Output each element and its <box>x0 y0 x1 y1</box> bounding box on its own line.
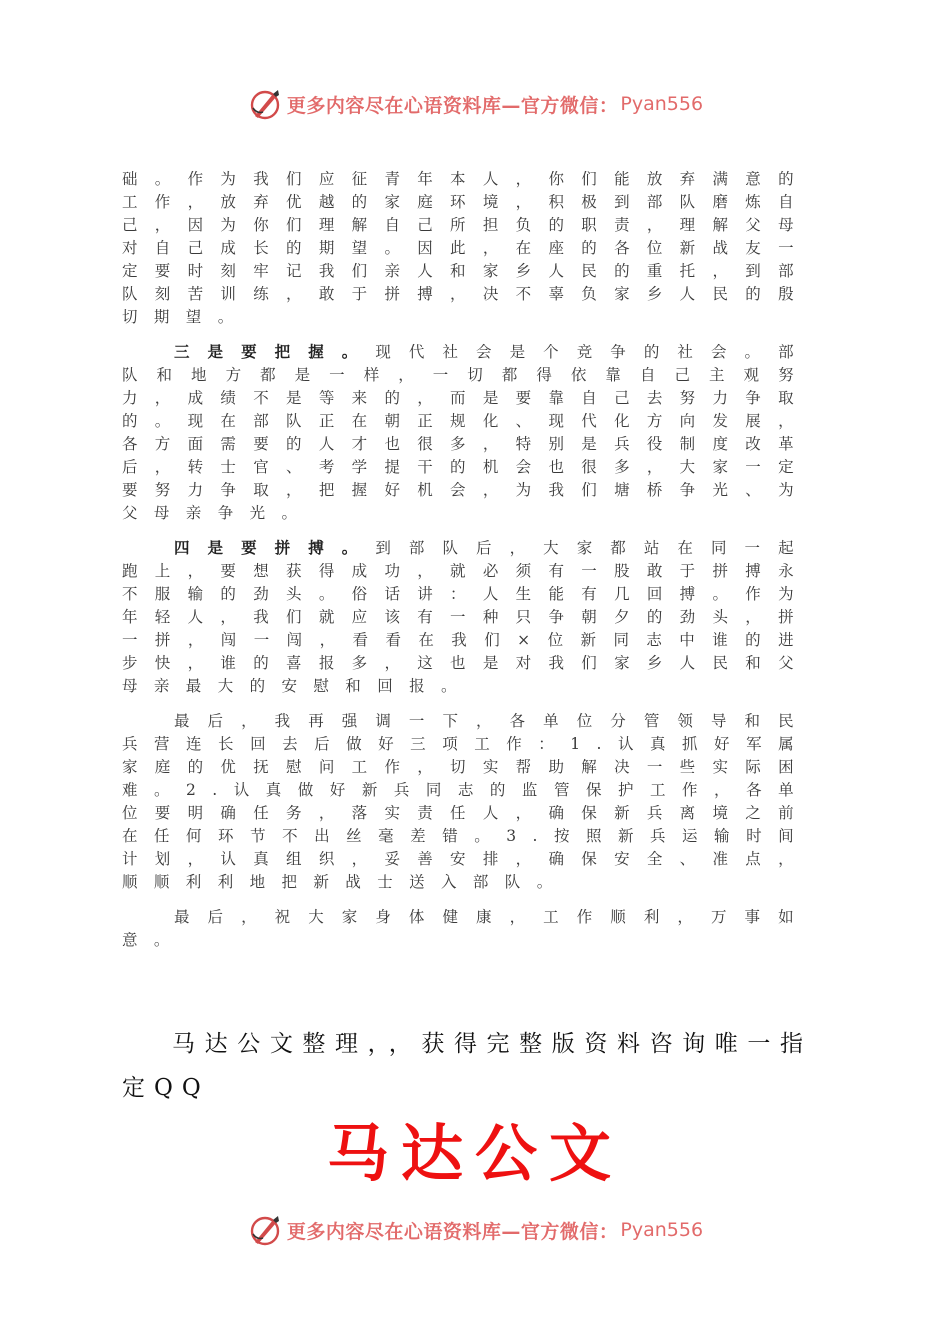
document-body <box>122 168 810 964</box>
paragraph-1 <box>122 168 810 329</box>
header-banner <box>0 82 950 126</box>
footer-banner <box>0 1208 950 1252</box>
paragraph-4-text: 最后，我再强调一下，各单位分管领导和民兵营连长回去后做好三项工作：1.认真抓好军属家庭的优抚慰问工作，切实帮助解决一些实际困难。2.认真做好新兵同志的监管保护工作，各单位要明确任务，落实责任人，确保新兵离境之前在任何环节不出丝毫差错。3.按照新兵运输时间计划，认真组织，妥善安排，确保安全、准点，顺顺利利地把新战士送入部队。 <box>122 712 810 891</box>
paragraph-2-lead: 三是要把握。 <box>174 343 376 361</box>
footer-banner-text: 更多内容尽在心语资料库—官方微信： <box>286 1220 619 1243</box>
stamp-title: 马达公文 <box>326 1117 623 1190</box>
paragraph-5-text: 最后，祝大家身体健康，工作顺利，万事如意。 <box>122 908 810 949</box>
paragraph-4 <box>122 710 810 894</box>
paragraph-1-text: 础。作为我们应征青年本人，你们能放弃满意的工作，放弃优越的家庭环境，积极到部队磨炼自己，因为你们理解自己所担负的职责，理解父母对自己成长的期望。因此，在座的各位新战友一定要时刻牢记我们亲人和家乡人民的重托，到部队刻苦训练，敢于拼搏，决不辜负家乡人民的殷切期望。 <box>122 170 810 326</box>
paragraph-2-text: 现代社会是个竞争的社会。部队和地方都是一样，一切都得依靠自己主观努力，成绩不是等来的，而是要靠自己去努力争取的。现在部队正在朝正规化、现代化方向发展，各方面需要的人才也很多，特别是兵役制度改革后，转士官、考学提干的机会也很多，大家一定要努力争取，把握好机会，为我们塘桥争光、为父母亲争光。 <box>122 343 811 522</box>
paragraph-3-text: 到部队后，大家都站在同一起跑上，要想获得成功，就必须有一股敢于拼搏永不服输的劲头。俗话讲：人生能有几回搏。作为年轻人，我们就应该有一种只争朝夕的劲头，拼一拼，闯一闯，看看在我们×位新同志中谁的进步快，谁的喜报多，这也是对我们家乡人民和父母亲最大的安慰和回报。 <box>122 539 811 695</box>
paragraph-3-lead: 四是要拼搏。 <box>174 539 376 557</box>
footer-note: 马达公文整理，，获得完整版资料咨询唯一指定QQ <box>122 1031 812 1101</box>
paragraph-2 <box>122 341 810 525</box>
pen-nib-circle-icon <box>247 86 283 122</box>
paragraph-5 <box>122 906 810 952</box>
header-banner-handle: Pyan556 <box>620 93 704 115</box>
paragraph-3 <box>122 537 810 698</box>
pen-nib-circle-icon <box>247 1212 283 1248</box>
header-banner-text: 更多内容尽在心语资料库—官方微信： <box>286 94 619 117</box>
footer-banner-handle: Pyan556 <box>620 1219 704 1241</box>
